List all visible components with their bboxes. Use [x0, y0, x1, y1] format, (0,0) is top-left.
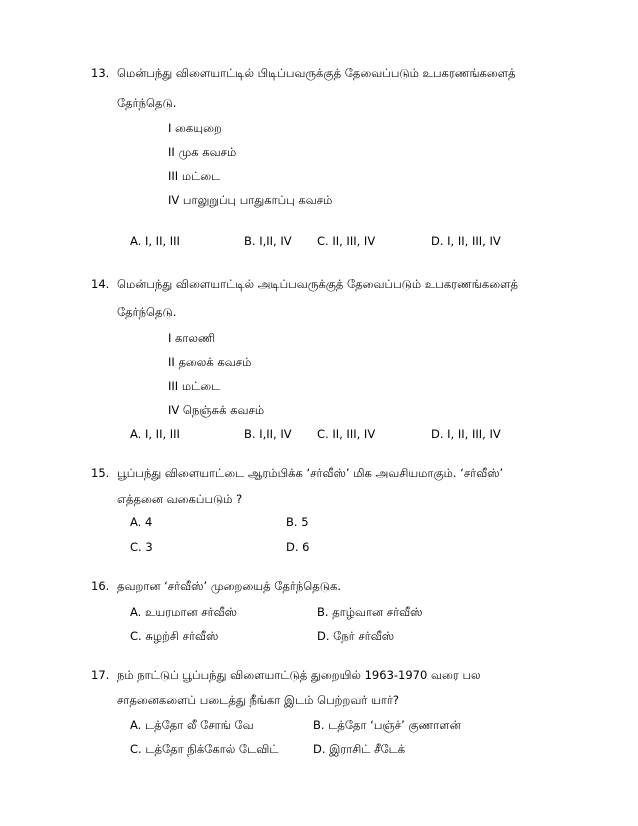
option-d: D. நேர் சர்வீஸ்	[317, 629, 395, 643]
item-i: I கையுறை	[168, 121, 222, 135]
question-number: 15.	[91, 466, 110, 480]
question-number: 14.	[91, 277, 110, 291]
option-a: A. டத்தோ லீ சோங் வே	[130, 718, 254, 732]
question-text: நம் நாட்டுப் பூப்பந்து விளையாட்டுத் துறையில் 1963-1970 வரை பல	[117, 668, 481, 682]
option-b: B. I,II, IV	[244, 234, 292, 248]
option-b: B. தாழ்வான சர்வீஸ்	[317, 605, 423, 619]
option-b: B. 5	[286, 515, 309, 529]
item-i: I காலணி	[168, 331, 216, 345]
option-c: C. 3	[130, 540, 153, 554]
option-a: A. உயரமான சர்வீஸ்	[130, 605, 238, 619]
option-a: A. 4	[130, 515, 153, 529]
question-text-continued: எத்தனை வகைப்படும் ?	[117, 492, 243, 506]
option-d: D. இராசிட் சீடேக்	[313, 742, 406, 756]
option-a: A. I, II, III	[130, 427, 180, 441]
question-text-continued: தேர்ந்தெடு.	[117, 96, 177, 110]
option-d: D. 6	[286, 540, 310, 554]
option-c: C. சுழற்சி சர்வீஸ்	[130, 629, 219, 643]
item-ii: II முக கவசம்	[168, 145, 237, 159]
question-text: பூப்பந்து விளையாட்டை ஆரம்பிக்க ‘சர்வீஸ்’ மிக அவசியமாகும். ‘சர்வீஸ்’	[117, 466, 504, 480]
item-iii: III மட்டை	[168, 379, 221, 393]
question-text-continued: தேர்ந்தெடு.	[117, 305, 177, 319]
option-b: B. I,II, IV	[244, 427, 292, 441]
question-text-continued: சாதனைகளைப் படைத்து நீங்கா இடம் பெற்றவர் யார்?	[117, 693, 399, 707]
item-iii: III மட்டை	[168, 169, 221, 183]
option-c: C. II, III, IV	[317, 234, 376, 248]
question-text: தவறான ‘சர்வீஸ்’ முறையைத் தேர்ந்தெடுக.	[117, 579, 341, 593]
question-number: 13.	[91, 66, 110, 80]
question-number: 17.	[91, 668, 110, 682]
question-text: மென்பந்து விளையாட்டில் பிடிப்பவருக்குத் தேவைப்படும் உபகரணங்களைத்	[117, 66, 516, 80]
item-iv: IV பாலுறுப்பு பாதுகாப்பு கவசம்	[168, 193, 333, 207]
option-c: C. டத்தோ நிக்கோல் டேவிட்	[130, 742, 279, 756]
option-d: D. I, II, III, IV	[431, 234, 501, 248]
option-c: C. II, III, IV	[317, 427, 376, 441]
option-d: D. I, II, III, IV	[431, 427, 501, 441]
option-b: B. டத்தோ ‘பஞ்ச்’ குணாளன்	[313, 718, 461, 732]
option-a: A. I, II, III	[130, 234, 180, 248]
question-text: மென்பந்து விளையாட்டில் அடிப்பவருக்குத் தேவைப்படும் உபகரணங்களைத்	[117, 277, 518, 291]
item-ii: II தலைக் கவசம்	[168, 355, 252, 369]
question-number: 16.	[91, 579, 110, 593]
item-iv: IV நெஞ்சுக் கவசம்	[168, 403, 265, 417]
